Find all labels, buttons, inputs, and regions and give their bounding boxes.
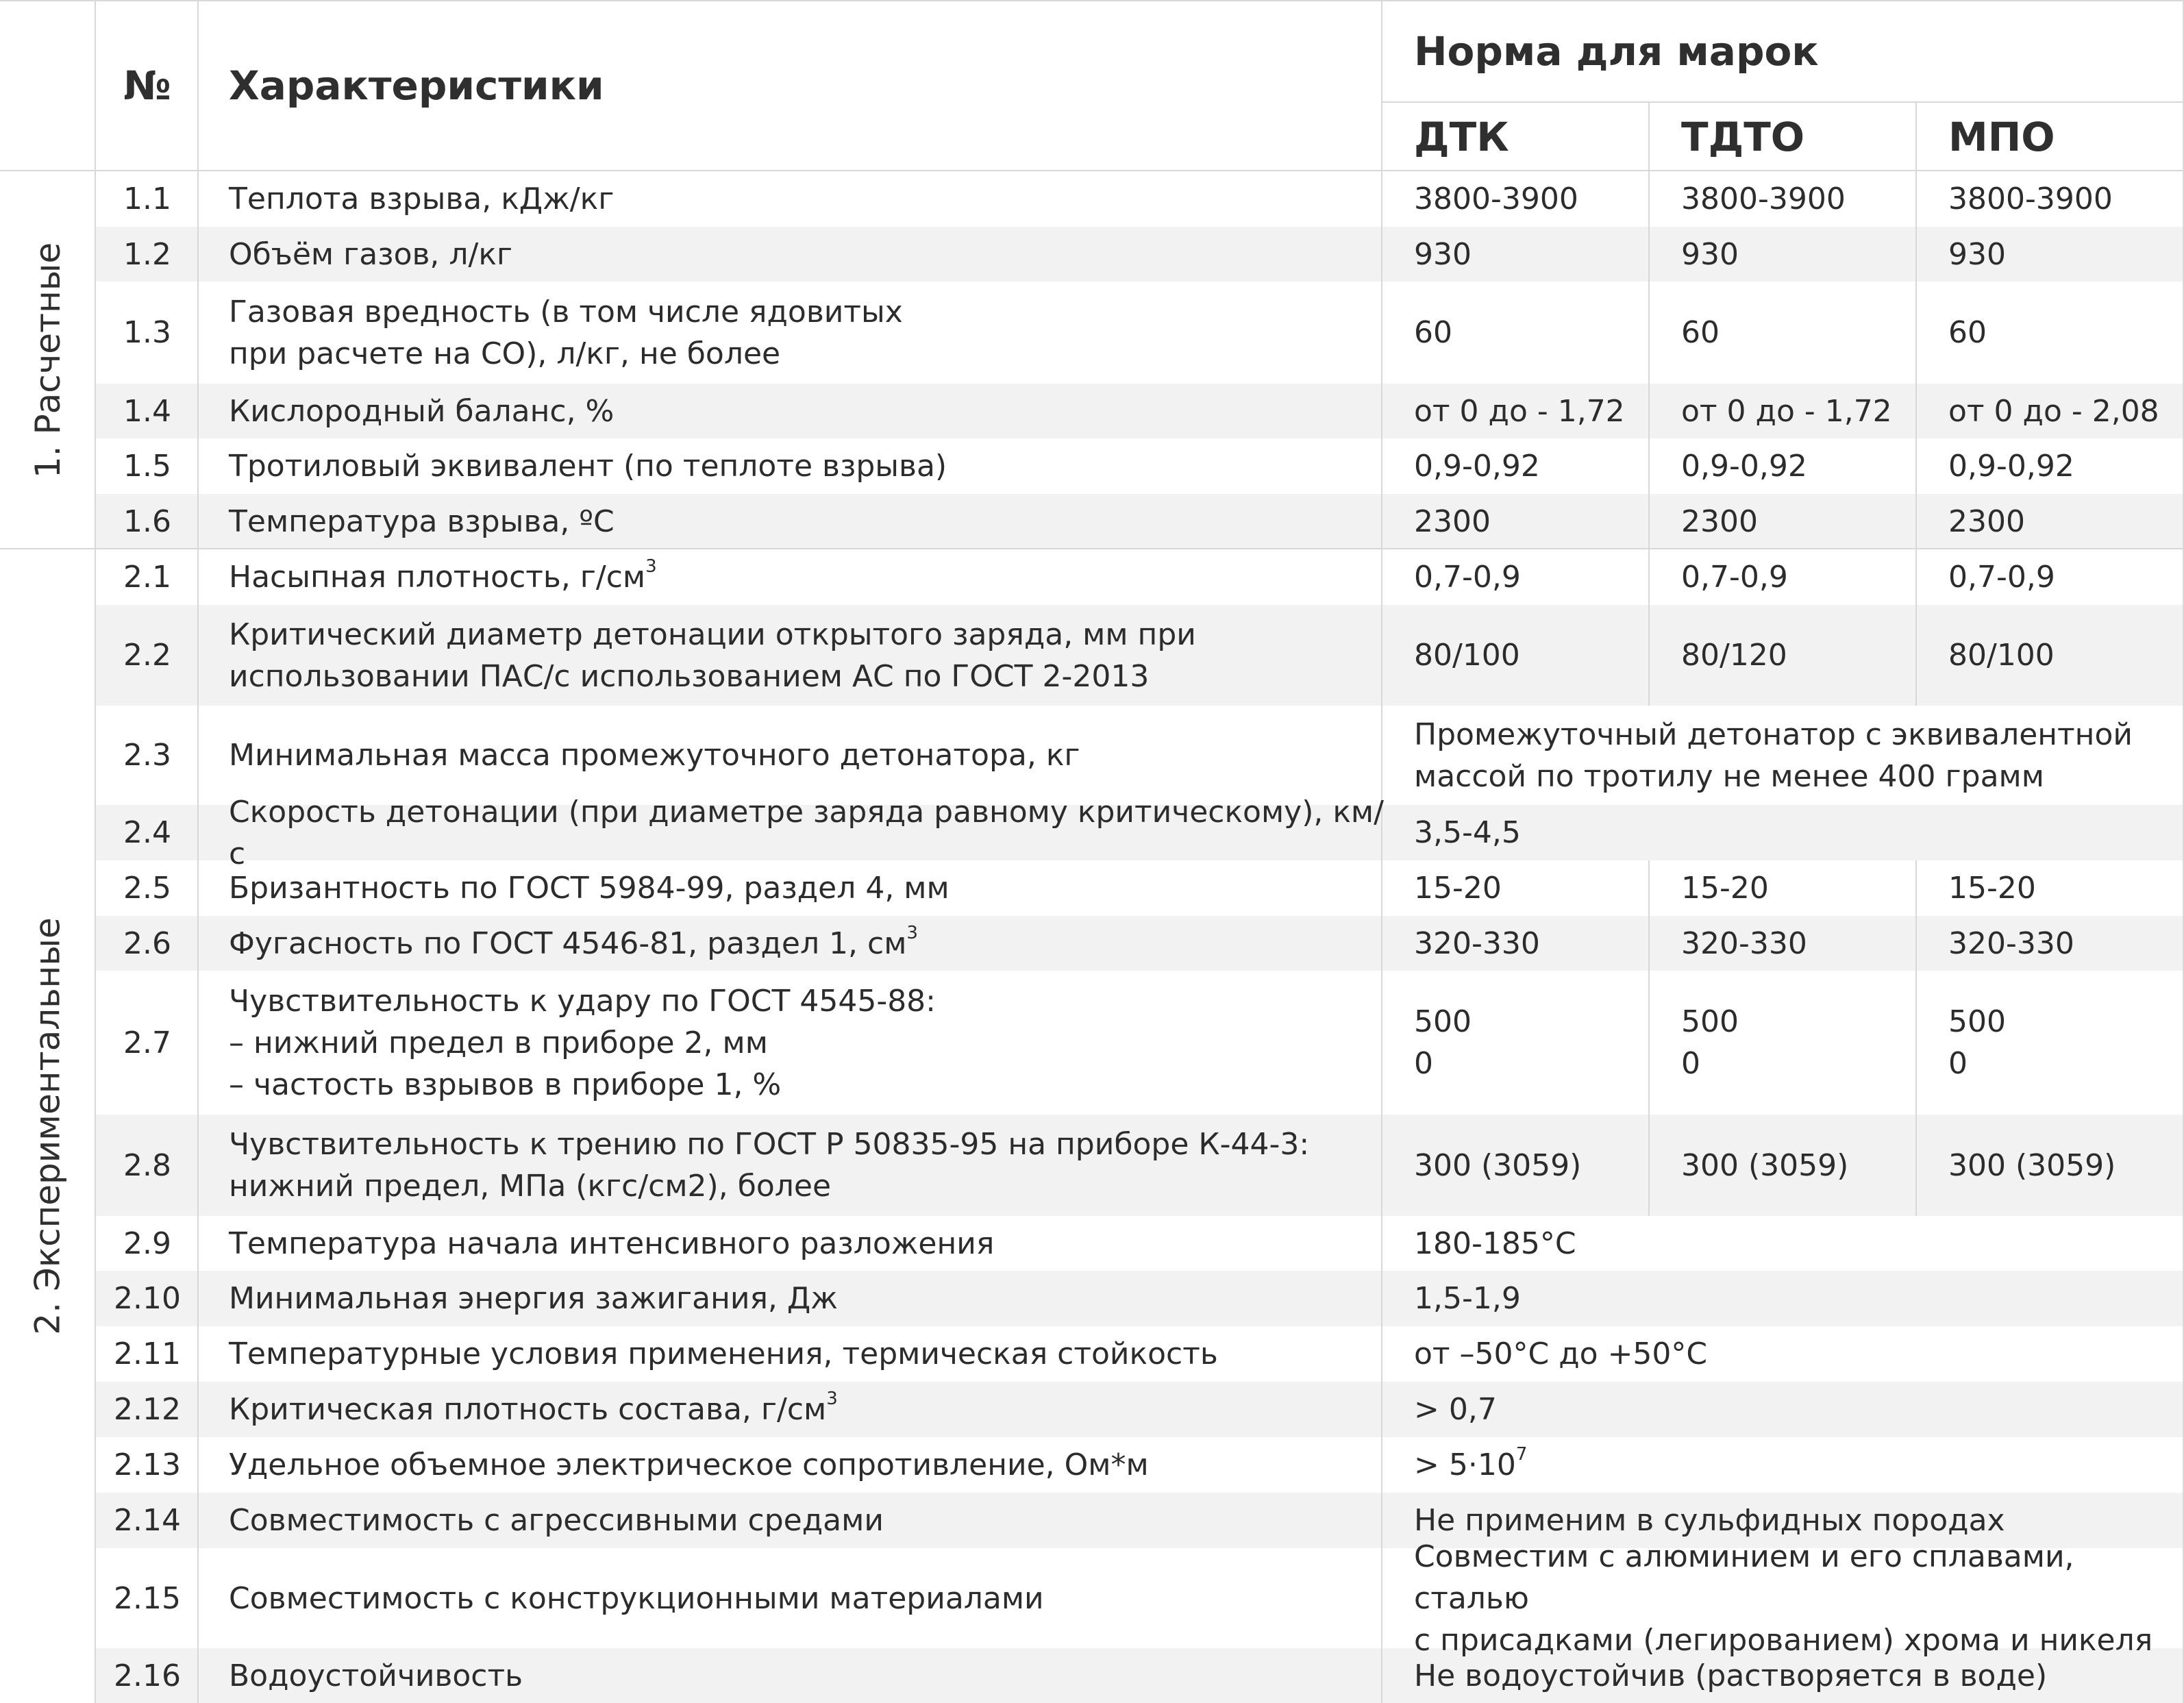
row-value-merged	[1414, 1326, 2174, 1382]
row-value-mpo-text: 500 0	[1948, 1004, 2006, 1081]
row-characteristic	[229, 171, 1393, 227]
row-value-dtk	[1414, 971, 1647, 1115]
column-divider	[1648, 103, 1650, 171]
row-characteristic	[229, 227, 1393, 282]
row-value-mpo-text: 80/100	[1948, 638, 2055, 673]
row-value-tdto-text: 0,9-0,92	[1681, 449, 1807, 484]
row-value-mpo-text: 930	[1948, 236, 2006, 272]
row-value-merged-text: Не водоустойчив (растворяется в воде)	[1414, 1658, 2048, 1693]
row-value-tdto	[1681, 227, 1914, 282]
row-value-mpo-text: 0,9-0,92	[1948, 449, 2074, 484]
row-value-merged	[1414, 1382, 2174, 1437]
row-value-tdto	[1681, 282, 1914, 384]
row-value-dtk	[1414, 860, 1647, 916]
row-value-mpo	[1948, 916, 2181, 971]
row-value-mpo	[1948, 1115, 2181, 1216]
row-value-dtk	[1414, 171, 1647, 227]
row-characteristic-text: Газовая вредность (в том числе ядовитых при расчете на СО), л/кг, не более	[229, 294, 903, 371]
row-characteristic-text: Водоустойчивость	[229, 1658, 523, 1693]
row-value-dtk-text: 500 0	[1414, 1004, 1472, 1081]
header-grade-mpo: МПО	[1948, 114, 2055, 160]
column-divider	[1915, 438, 1917, 494]
row-value-dtk	[1414, 227, 1647, 282]
row-number-text: 1.3	[123, 315, 171, 350]
row-characteristic-text: Скорость детонации (при диаметре заряда равному критическому), км/с	[229, 794, 1384, 871]
row-value-mpo-text: от 0 до - 2,08	[1948, 393, 2159, 429]
row-number	[96, 860, 199, 916]
row-number	[96, 706, 199, 805]
row-value-tdto-text: 930	[1681, 236, 1739, 272]
row-number-text: 2.15	[114, 1580, 181, 1616]
row-value-mpo	[1948, 549, 2181, 605]
row-characteristic	[229, 384, 1393, 438]
column-divider	[1648, 1115, 1650, 1216]
row-characteristic	[229, 282, 1393, 384]
row-characteristic	[229, 1271, 1393, 1326]
row-value-merged-text: 3,5-4,5	[1414, 815, 1521, 850]
row-characteristic-text: Бризантность по ГОСТ 5984-99, раздел 4, мм	[229, 871, 950, 906]
row-characteristic	[229, 549, 1393, 605]
row-value-tdto	[1681, 384, 1914, 438]
row-value-merged	[1414, 1437, 2174, 1493]
row-value-merged-text: > 0,7	[1414, 1392, 1497, 1427]
row-value-dtk	[1414, 1115, 1647, 1216]
group-label-calculated: 1. Расчетные	[28, 242, 68, 479]
row-characteristic-text: Совместимость с агрессивными средами	[229, 1503, 884, 1538]
row-characteristic	[229, 916, 1393, 971]
group-label-experimental: 2. Экспериментальные	[28, 917, 68, 1335]
column-divider	[1915, 384, 1917, 438]
row-characteristic	[229, 1548, 1393, 1648]
row-value-merged	[1414, 1539, 2174, 1658]
row-number-text: 2.16	[114, 1658, 181, 1693]
header-number: №	[123, 62, 171, 109]
row-number	[96, 1115, 199, 1216]
row-characteristic-text: Совместимость с конструкционными материалами	[229, 1580, 1044, 1616]
row-number-text: 2.3	[123, 738, 171, 773]
row-value-dtk-text: 320-330	[1414, 925, 1540, 961]
row-value-dtk-text: 80/100	[1414, 638, 1520, 673]
row-characteristic	[229, 860, 1393, 916]
row-value-mpo-text: 60	[1948, 315, 1987, 350]
row-characteristic-text: Кислородный баланс, %	[229, 393, 615, 429]
row-number-text: 1.5	[123, 449, 171, 484]
row-number	[96, 1648, 199, 1703]
row-number	[96, 971, 199, 1115]
row-number-text: 2.4	[123, 815, 171, 850]
row-value-merged	[1414, 805, 2174, 860]
column-divider	[1648, 549, 1650, 605]
row-number-text: 2.9	[123, 1226, 171, 1261]
row-characteristic	[229, 794, 1393, 871]
row-value-dtk	[1414, 494, 1647, 549]
row-characteristic	[229, 1648, 1393, 1703]
row-value-mpo	[1948, 494, 2181, 549]
row-number	[96, 494, 199, 549]
row-value-tdto	[1681, 549, 1914, 605]
row-value-tdto	[1681, 860, 1914, 916]
header-characteristics: Характеристики	[229, 62, 604, 109]
row-number-text: 2.14	[114, 1503, 181, 1538]
column-divider	[1915, 860, 1917, 916]
row-value-tdto	[1681, 494, 1914, 549]
row-value-tdto-text: 15-20	[1681, 871, 1769, 906]
row-value-dtk-text: 15-20	[1414, 871, 1502, 906]
column-divider	[1648, 384, 1650, 438]
row-number	[96, 1437, 199, 1493]
row-value-merged-text: Промежуточный детонатор с эквивалентной массой по тротилу не менее 400 грамм	[1414, 717, 2133, 794]
row-value-merged	[1414, 1216, 2174, 1271]
row-value-mpo	[1948, 227, 2181, 282]
row-characteristic-text: Тротиловый эквивалент (по теплоте взрыва)	[229, 449, 947, 484]
column-divider	[1915, 171, 1917, 227]
row-characteristic-text: Объём газов, л/кг	[229, 236, 513, 272]
row-value-tdto-text: 0,7-0,9	[1681, 560, 1788, 595]
row-number	[96, 384, 199, 438]
row-value-dtk-text: 0,9-0,92	[1414, 449, 1540, 484]
row-value-dtk-text: 930	[1414, 236, 1472, 272]
row-number-text: 2.5	[123, 871, 171, 906]
row-characteristic-text: Минимальная масса промежуточного детонатора, кг	[229, 738, 1080, 773]
row-value-tdto	[1681, 916, 1914, 971]
row-number-text: 2.10	[114, 1281, 181, 1316]
row-number	[96, 1216, 199, 1271]
row-number-text: 2.2	[123, 638, 171, 673]
row-value-tdto	[1681, 605, 1914, 706]
row-value-tdto-text: 500 0	[1681, 1004, 1739, 1081]
column-divider	[1915, 971, 1917, 1115]
row-value-tdto	[1681, 171, 1914, 227]
row-number	[96, 227, 199, 282]
row-number	[96, 1271, 199, 1326]
row-number	[96, 549, 199, 605]
column-divider	[1915, 282, 1917, 384]
row-characteristic-text: Температурные условия применения, термическая стойкость	[229, 1337, 1218, 1371]
header-norm: Норма для марок	[1414, 28, 1819, 75]
row-value-dtk-text: 0,7-0,9	[1414, 560, 1521, 595]
row-number-text: 1.2	[123, 236, 171, 272]
row-value-merged	[1414, 706, 2174, 805]
row-characteristic	[229, 1115, 1393, 1216]
row-characteristic	[229, 706, 1393, 805]
row-number	[96, 916, 199, 971]
row-value-tdto	[1681, 1115, 1914, 1216]
column-divider	[1648, 605, 1650, 706]
row-value-mpo-text: 3800-3900	[1948, 182, 2113, 216]
row-characteristic-text: Удельное объемное электрическое сопротивление, Ом*м	[229, 1447, 1149, 1482]
row-number-text: 1.6	[123, 504, 171, 539]
row-value-dtk	[1414, 605, 1647, 706]
row-number	[96, 1548, 199, 1648]
row-characteristic-superscript: 3	[826, 1389, 838, 1409]
row-value-merged-text: от –50°С до +50°С	[1414, 1337, 1708, 1371]
row-value-dtk-text: 60	[1414, 315, 1452, 350]
column-divider	[1648, 916, 1650, 971]
row-value-merged-text: 180-185°С	[1414, 1226, 1576, 1261]
row-characteristic	[229, 494, 1393, 549]
row-value-dtk	[1414, 916, 1647, 971]
row-number-text: 1.4	[123, 393, 171, 429]
row-value-tdto-text: 3800-3900	[1681, 182, 1846, 216]
row-value-mpo	[1948, 860, 2181, 916]
row-value-mpo-text: 320-330	[1948, 925, 2074, 961]
row-value-mpo	[1948, 282, 2181, 384]
row-value-merged-superscript: 7	[1515, 1444, 1528, 1465]
row-number	[96, 282, 199, 384]
row-characteristic-text: Фугасность по ГОСТ 4546-81, раздел 1, см	[229, 925, 907, 961]
row-value-tdto-text: 320-330	[1681, 925, 1807, 961]
row-value-merged	[1414, 1271, 2174, 1326]
row-characteristic-text: Насыпная плотность, г/см	[229, 560, 646, 595]
row-value-mpo-text: 2300	[1948, 504, 2025, 539]
row-characteristic	[229, 971, 1393, 1115]
row-characteristic	[229, 1437, 1393, 1493]
row-number	[96, 1493, 199, 1548]
column-divider	[1915, 605, 1917, 706]
row-value-mpo	[1948, 438, 2181, 494]
row-characteristic-text: Критический диаметр детонации открытого заряда, мм при использовании ПАС/с использованием АС по ГОСТ 2-2013	[229, 617, 1196, 694]
row-value-merged	[1414, 1648, 2174, 1703]
row-value-tdto-text: 2300	[1681, 504, 1758, 539]
row-characteristic-text: Критическая плотность состава, г/см	[229, 1392, 827, 1427]
row-value-tdto	[1681, 438, 1914, 494]
row-characteristic-text: Минимальная энергия зажигания, Дж	[229, 1281, 838, 1316]
row-number-text: 2.6	[123, 925, 171, 961]
row-characteristic-text: Чувствительность к трению по ГОСТ Р 50835-95 на приборе К-44-3: нижний предел, МПа (кгс/см2), более	[229, 1127, 1310, 1204]
row-number-text: 1.1	[123, 182, 171, 216]
row-number-text: 2.13	[114, 1447, 181, 1482]
row-value-dtk	[1414, 549, 1647, 605]
column-divider	[1648, 494, 1650, 549]
column-divider	[1648, 282, 1650, 384]
row-characteristic-text: Температура взрыва, ºС	[229, 504, 615, 539]
row-number	[96, 1382, 199, 1437]
row-characteristic-text: Чувствительность к удару по ГОСТ 4545-88: – нижний предел в приборе 2, мм – частость взрывов в приборе 1, %	[229, 983, 936, 1102]
row-value-dtk-text: от 0 до - 1,72	[1414, 393, 1625, 429]
row-characteristic-superscript: 3	[645, 556, 657, 577]
row-characteristic-text: Теплота взрыва, кДж/кг	[229, 182, 615, 216]
header-grade-tdto: ТДТО	[1681, 114, 1805, 160]
row-value-mpo-text: 0,7-0,9	[1948, 560, 2055, 595]
row-characteristic	[229, 438, 1393, 494]
header-grade-dtk: ДТК	[1414, 114, 1509, 160]
row-value-dtk-text: 300 (3059)	[1414, 1147, 1582, 1183]
row-characteristic-text: Температура начала интенсивного разложения	[229, 1226, 995, 1261]
column-divider	[1915, 549, 1917, 605]
row-value-tdto-text: от 0 до - 1,72	[1681, 393, 1892, 429]
row-characteristic-superscript: 3	[906, 922, 918, 943]
row-value-mpo-text: 15-20	[1948, 871, 2036, 906]
row-number-text: 2.7	[123, 1025, 171, 1060]
row-value-tdto-text: 80/120	[1681, 638, 1787, 673]
row-value-tdto-text: 300 (3059)	[1681, 1147, 1849, 1183]
row-number	[96, 605, 199, 706]
row-value-dtk	[1414, 438, 1647, 494]
row-value-dtk-text: 2300	[1414, 504, 1491, 539]
column-divider	[1648, 860, 1650, 916]
row-value-merged-text: > 5·10	[1414, 1447, 1516, 1482]
row-characteristic	[229, 605, 1393, 706]
column-divider	[1915, 103, 1917, 171]
column-divider	[1915, 494, 1917, 549]
row-value-merged-text: 1,5-1,9	[1414, 1281, 1521, 1316]
row-number	[96, 438, 199, 494]
row-number-text: 2.1	[123, 560, 171, 595]
column-divider	[1648, 227, 1650, 282]
row-value-merged-text: Не применим в сульфидных породах	[1414, 1503, 2005, 1538]
column-divider	[1915, 916, 1917, 971]
row-value-merged-text: Совместим с алюминием и его сплавами, сталью с присадками (легированием) хрома и никеля	[1414, 1539, 2153, 1658]
row-value-dtk	[1414, 282, 1647, 384]
row-value-mpo	[1948, 384, 2181, 438]
column-divider	[1381, 0, 1382, 171]
row-value-mpo	[1948, 605, 2181, 706]
row-number	[96, 171, 199, 227]
column-divider	[1915, 1115, 1917, 1216]
row-number-text: 2.12	[114, 1392, 181, 1427]
row-value-dtk-text: 3800-3900	[1414, 182, 1578, 216]
column-divider	[1648, 171, 1650, 227]
row-value-tdto	[1681, 971, 1914, 1115]
row-value-tdto-text: 60	[1681, 315, 1720, 350]
row-characteristic	[229, 1382, 1393, 1437]
column-divider	[1648, 438, 1650, 494]
column-divider	[1648, 971, 1650, 1115]
row-characteristic	[229, 1493, 1393, 1548]
row-number-text: 2.11	[114, 1337, 181, 1371]
row-characteristic	[229, 1326, 1393, 1382]
row-number	[96, 1326, 199, 1382]
row-value-mpo-text: 300 (3059)	[1948, 1147, 2116, 1183]
row-number	[96, 805, 199, 860]
row-value-dtk	[1414, 384, 1647, 438]
row-characteristic	[229, 1216, 1393, 1271]
row-value-mpo	[1948, 971, 2181, 1115]
row-number-text: 2.8	[123, 1147, 171, 1183]
row-value-mpo	[1948, 171, 2181, 227]
column-divider	[1915, 227, 1917, 282]
